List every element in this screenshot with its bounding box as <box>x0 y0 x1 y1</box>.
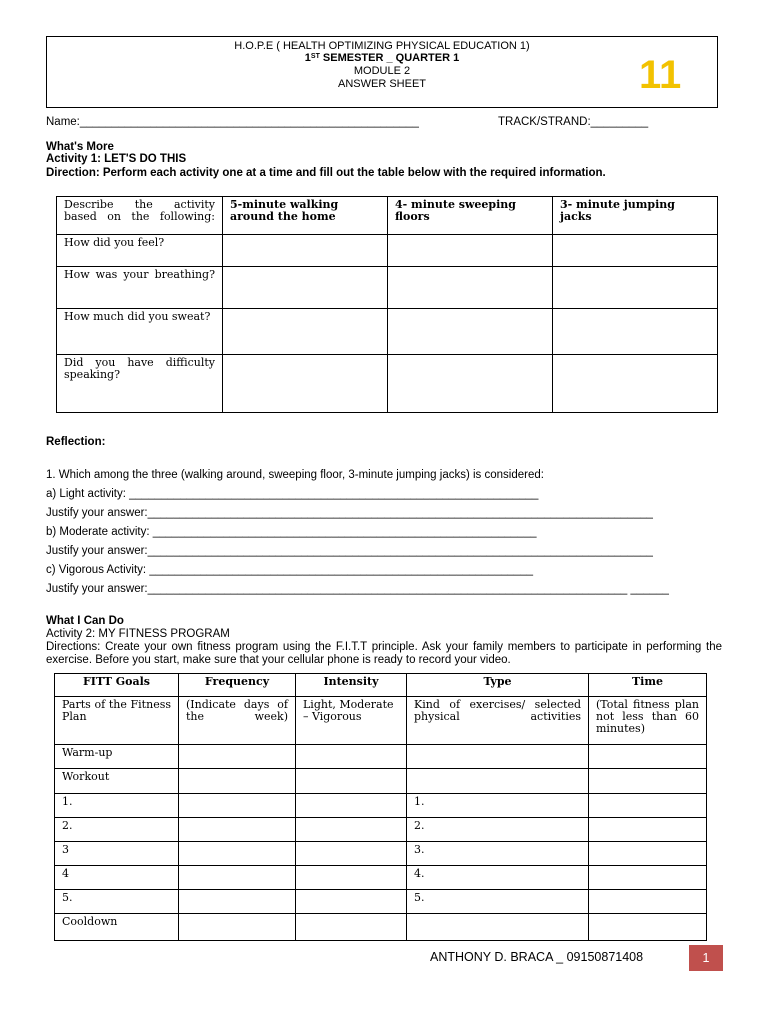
goal-cell: 3 <box>55 842 179 866</box>
reflection-heading: Reflection: <box>46 436 106 448</box>
answer-cell[interactable] <box>179 866 296 890</box>
answer-cell[interactable] <box>553 235 718 267</box>
table-row <box>55 818 707 842</box>
fitness-program-table <box>54 673 707 941</box>
description-cell: Parts of the Fitness Plan <box>55 697 179 745</box>
answer-cell[interactable] <box>179 914 296 941</box>
answer-cell[interactable] <box>179 745 296 769</box>
answer-cell[interactable] <box>296 890 407 914</box>
activity1-table <box>56 196 718 413</box>
answer-cell[interactable] <box>589 842 707 866</box>
column-header: 3- minute jumping jacks <box>553 197 718 235</box>
author-footer: ANTHONY D. BRACA _ 09150871408 <box>430 950 644 964</box>
light-activity-line[interactable]: a) Light activity: ________________________________________________________________ <box>46 488 539 500</box>
corner-header: Describe the activity based on the following: <box>57 197 223 235</box>
description-cell: Kind of exercises/ selected physical activities <box>407 697 589 745</box>
goal-cell: 5. <box>55 890 179 914</box>
what-i-can-do-heading: What I Can Do <box>46 615 124 627</box>
type-cell[interactable] <box>407 745 589 769</box>
column-header: Frequency <box>179 674 296 697</box>
vigorous-activity-line[interactable]: c) Vigorous Activity: ____________________________________________________________ <box>46 564 534 576</box>
answer-cell[interactable] <box>179 890 296 914</box>
page-number: 1 <box>689 945 723 971</box>
activity2-directions: Directions: Create your own fitness program using the F.I.T.T principle. Ask your family members to participate in performing the exercise. Before you start, make sure that your cellular phone is ready to record your video. <box>46 641 722 666</box>
answer-cell[interactable] <box>589 769 707 794</box>
table-row <box>55 866 707 890</box>
answer-cell[interactable] <box>296 842 407 866</box>
table-row <box>55 769 707 794</box>
column-header: 5-minute walking around the home <box>223 197 388 235</box>
type-cell[interactable]: 2. <box>407 818 589 842</box>
answer-cell[interactable] <box>388 235 553 267</box>
course-title: H.O.P.E ( HEALTH OPTIMIZING PHYSICAL EDUCATION 1) <box>234 40 530 52</box>
row-label: How did you feel? <box>57 235 223 267</box>
goal-cell: 1. <box>55 794 179 818</box>
type-cell[interactable] <box>407 769 589 794</box>
grade-number: 11 <box>639 53 682 97</box>
type-cell[interactable]: 5. <box>407 890 589 914</box>
answer-cell[interactable] <box>589 745 707 769</box>
answer-cell[interactable] <box>296 914 407 941</box>
semester-line: 1ST SEMESTER _ QUARTER 1 <box>304 52 460 64</box>
table-row <box>57 267 718 309</box>
track-strand-field: TRACK/STRAND:_________ <box>498 116 649 128</box>
table-row <box>57 235 718 267</box>
column-header: Time <box>589 674 707 697</box>
module-label: MODULE 2 <box>353 65 411 77</box>
answer-cell[interactable] <box>553 309 718 355</box>
table-row <box>55 794 707 818</box>
goal-cell: Cooldown <box>55 914 179 941</box>
column-header: 4- minute sweeping floors <box>388 197 553 235</box>
answer-cell[interactable] <box>589 914 707 941</box>
table-header-row <box>55 674 707 697</box>
answer-cell[interactable] <box>589 866 707 890</box>
table-header-row <box>57 197 718 235</box>
justify-answer-line[interactable]: Justify your answer:___________________________________________________________________________ ______ <box>46 583 669 595</box>
answer-cell[interactable] <box>296 794 407 818</box>
goal-cell: 2. <box>55 818 179 842</box>
answer-cell[interactable] <box>388 267 553 309</box>
type-cell[interactable] <box>407 914 589 941</box>
row-label: How was your breathing? <box>57 267 223 309</box>
answer-cell[interactable] <box>553 267 718 309</box>
table-row <box>55 914 707 941</box>
answer-cell[interactable] <box>296 769 407 794</box>
activity1-direction: Direction: Perform each activity one at a time and fill out the table below with the required information. <box>46 167 606 179</box>
moderate-activity-line[interactable]: b) Moderate activity: ____________________________________________________________ <box>46 526 537 538</box>
table-row <box>57 355 718 413</box>
activity1-title: Activity 1: LET'S DO THIS <box>46 153 187 165</box>
answer-sheet-label: ANSWER SHEET <box>337 78 426 90</box>
table-row <box>55 842 707 866</box>
answer-cell[interactable] <box>223 309 388 355</box>
type-cell[interactable]: 4. <box>407 866 589 890</box>
justify-answer-line[interactable]: Justify your answer:_______________________________________________________________________________ <box>46 545 653 557</box>
answer-cell[interactable] <box>296 866 407 890</box>
description-cell: Light, Moderate – Vigorous <box>296 697 407 745</box>
answer-cell[interactable] <box>179 818 296 842</box>
header-box <box>46 36 718 108</box>
table-row <box>55 745 707 769</box>
column-header: Intensity <box>296 674 407 697</box>
answer-cell[interactable] <box>589 794 707 818</box>
justify-answer-line[interactable]: Justify your answer:_______________________________________________________________________________ <box>46 507 653 519</box>
answer-cell[interactable] <box>296 745 407 769</box>
answer-cell[interactable] <box>179 794 296 818</box>
answer-cell[interactable] <box>589 818 707 842</box>
table-row <box>55 890 707 914</box>
answer-cell[interactable] <box>388 355 553 413</box>
answer-cell[interactable] <box>388 309 553 355</box>
answer-cell[interactable] <box>223 235 388 267</box>
name-field: Name:_____________________________________________________ <box>46 116 419 128</box>
answer-cell[interactable] <box>589 890 707 914</box>
answer-cell[interactable] <box>296 818 407 842</box>
goal-cell: Workout <box>55 769 179 794</box>
row-label: Did you have difficulty speaking? <box>57 355 223 413</box>
type-cell[interactable]: 3. <box>407 842 589 866</box>
whats-more-heading: What's More <box>46 141 114 153</box>
answer-cell[interactable] <box>223 355 388 413</box>
description-cell: (Total fitness plan not less than 60 minutes) <box>589 697 707 745</box>
column-header: Type <box>407 674 589 697</box>
answer-cell[interactable] <box>179 842 296 866</box>
type-cell[interactable]: 1. <box>407 794 589 818</box>
column-header: FITT Goals <box>55 674 179 697</box>
goal-cell: 4 <box>55 866 179 890</box>
answer-cell[interactable] <box>179 769 296 794</box>
description-cell: (Indicate days of the week) <box>179 697 296 745</box>
description-row <box>55 697 707 745</box>
answer-cell[interactable] <box>223 267 388 309</box>
row-label: How much did you sweat? <box>57 309 223 355</box>
table-row <box>57 309 718 355</box>
goal-cell: Warm-up <box>55 745 179 769</box>
reflection-question: 1. Which among the three (walking around, sweeping floor, 3-minute jumping jacks) is considered: <box>46 469 544 481</box>
activity2-title: Activity 2: MY FITNESS PROGRAM <box>46 628 230 640</box>
answer-cell[interactable] <box>553 355 718 413</box>
